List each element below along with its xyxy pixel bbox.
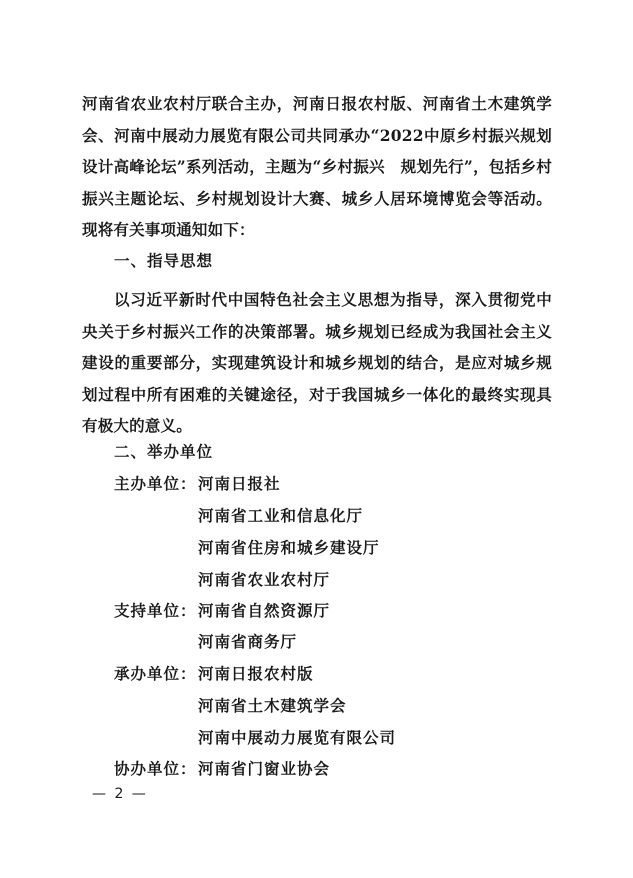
supporter-name: 河南省商务厅: [198, 632, 298, 651]
supporter-role: 支持单位：: [114, 601, 197, 620]
organizer-row: [0, 536, 633, 568]
co-organizer-row: [0, 757, 633, 789]
organizer-name: 河南省农业农村厅: [198, 570, 331, 589]
supporter-row: [0, 599, 633, 631]
organizer-role: 主办单位：: [114, 474, 197, 493]
undertaker-name: 河南日报农村版: [198, 664, 314, 683]
co-organizer-role: 协办单位：: [114, 759, 197, 778]
organizer-row: [0, 504, 633, 536]
section-heading-guiding-ideology: 一、指导思想: [114, 252, 214, 270]
section-heading-organizers: 二、举办单位: [114, 443, 214, 461]
organizer-row: [0, 568, 633, 600]
undertaker-row: [0, 694, 633, 726]
page-number: — 2 —: [92, 786, 148, 802]
undertaker-row: [0, 726, 633, 758]
supporter-row: [0, 630, 633, 662]
co-organizer-name: 河南省门窗业协会: [198, 759, 331, 778]
undertaker-role: 承办单位：: [114, 664, 197, 683]
intro-paragraph: 河南省农业农村厅联合主办，河南日报农村版、河南省土木建筑学会、河南中展动力展览有限公司共同承办“2022中原乡村振兴规划设计高峰论坛”系列活动，主题为“乡村振兴 规划先行”，包括乡村振兴主题论坛、乡村规划设计大赛、城乡人居环境博览会等活动。现将有关事项通知如下：: [82, 94, 552, 239]
undertaker-name: 河南中展动力展览有限公司: [198, 728, 397, 747]
organizer-name: 河南省工业和信息化厅: [198, 506, 364, 525]
organizer-name: 河南省住房和城乡建设厅: [198, 538, 380, 557]
undertaker-row: [0, 662, 633, 694]
organizer-name: 河南日报社: [198, 474, 281, 493]
undertaker-name: 河南省土木建筑学会: [198, 696, 347, 715]
guiding-ideology-paragraph: 以习近平新时代中国特色社会主义思想为指导，深入贯彻党中央关于乡村振兴工作的决策部署。城乡规划已经成为我国社会主义建设的重要部分，实现建筑设计和城乡规划的结合，是应对城乡规划过程中所有困难的关键途径，对于我国城乡一体化的最终实现具有极大的意义。: [82, 290, 552, 435]
organizer-row: [0, 472, 633, 504]
supporter-name: 河南省自然资源厅: [198, 601, 331, 620]
